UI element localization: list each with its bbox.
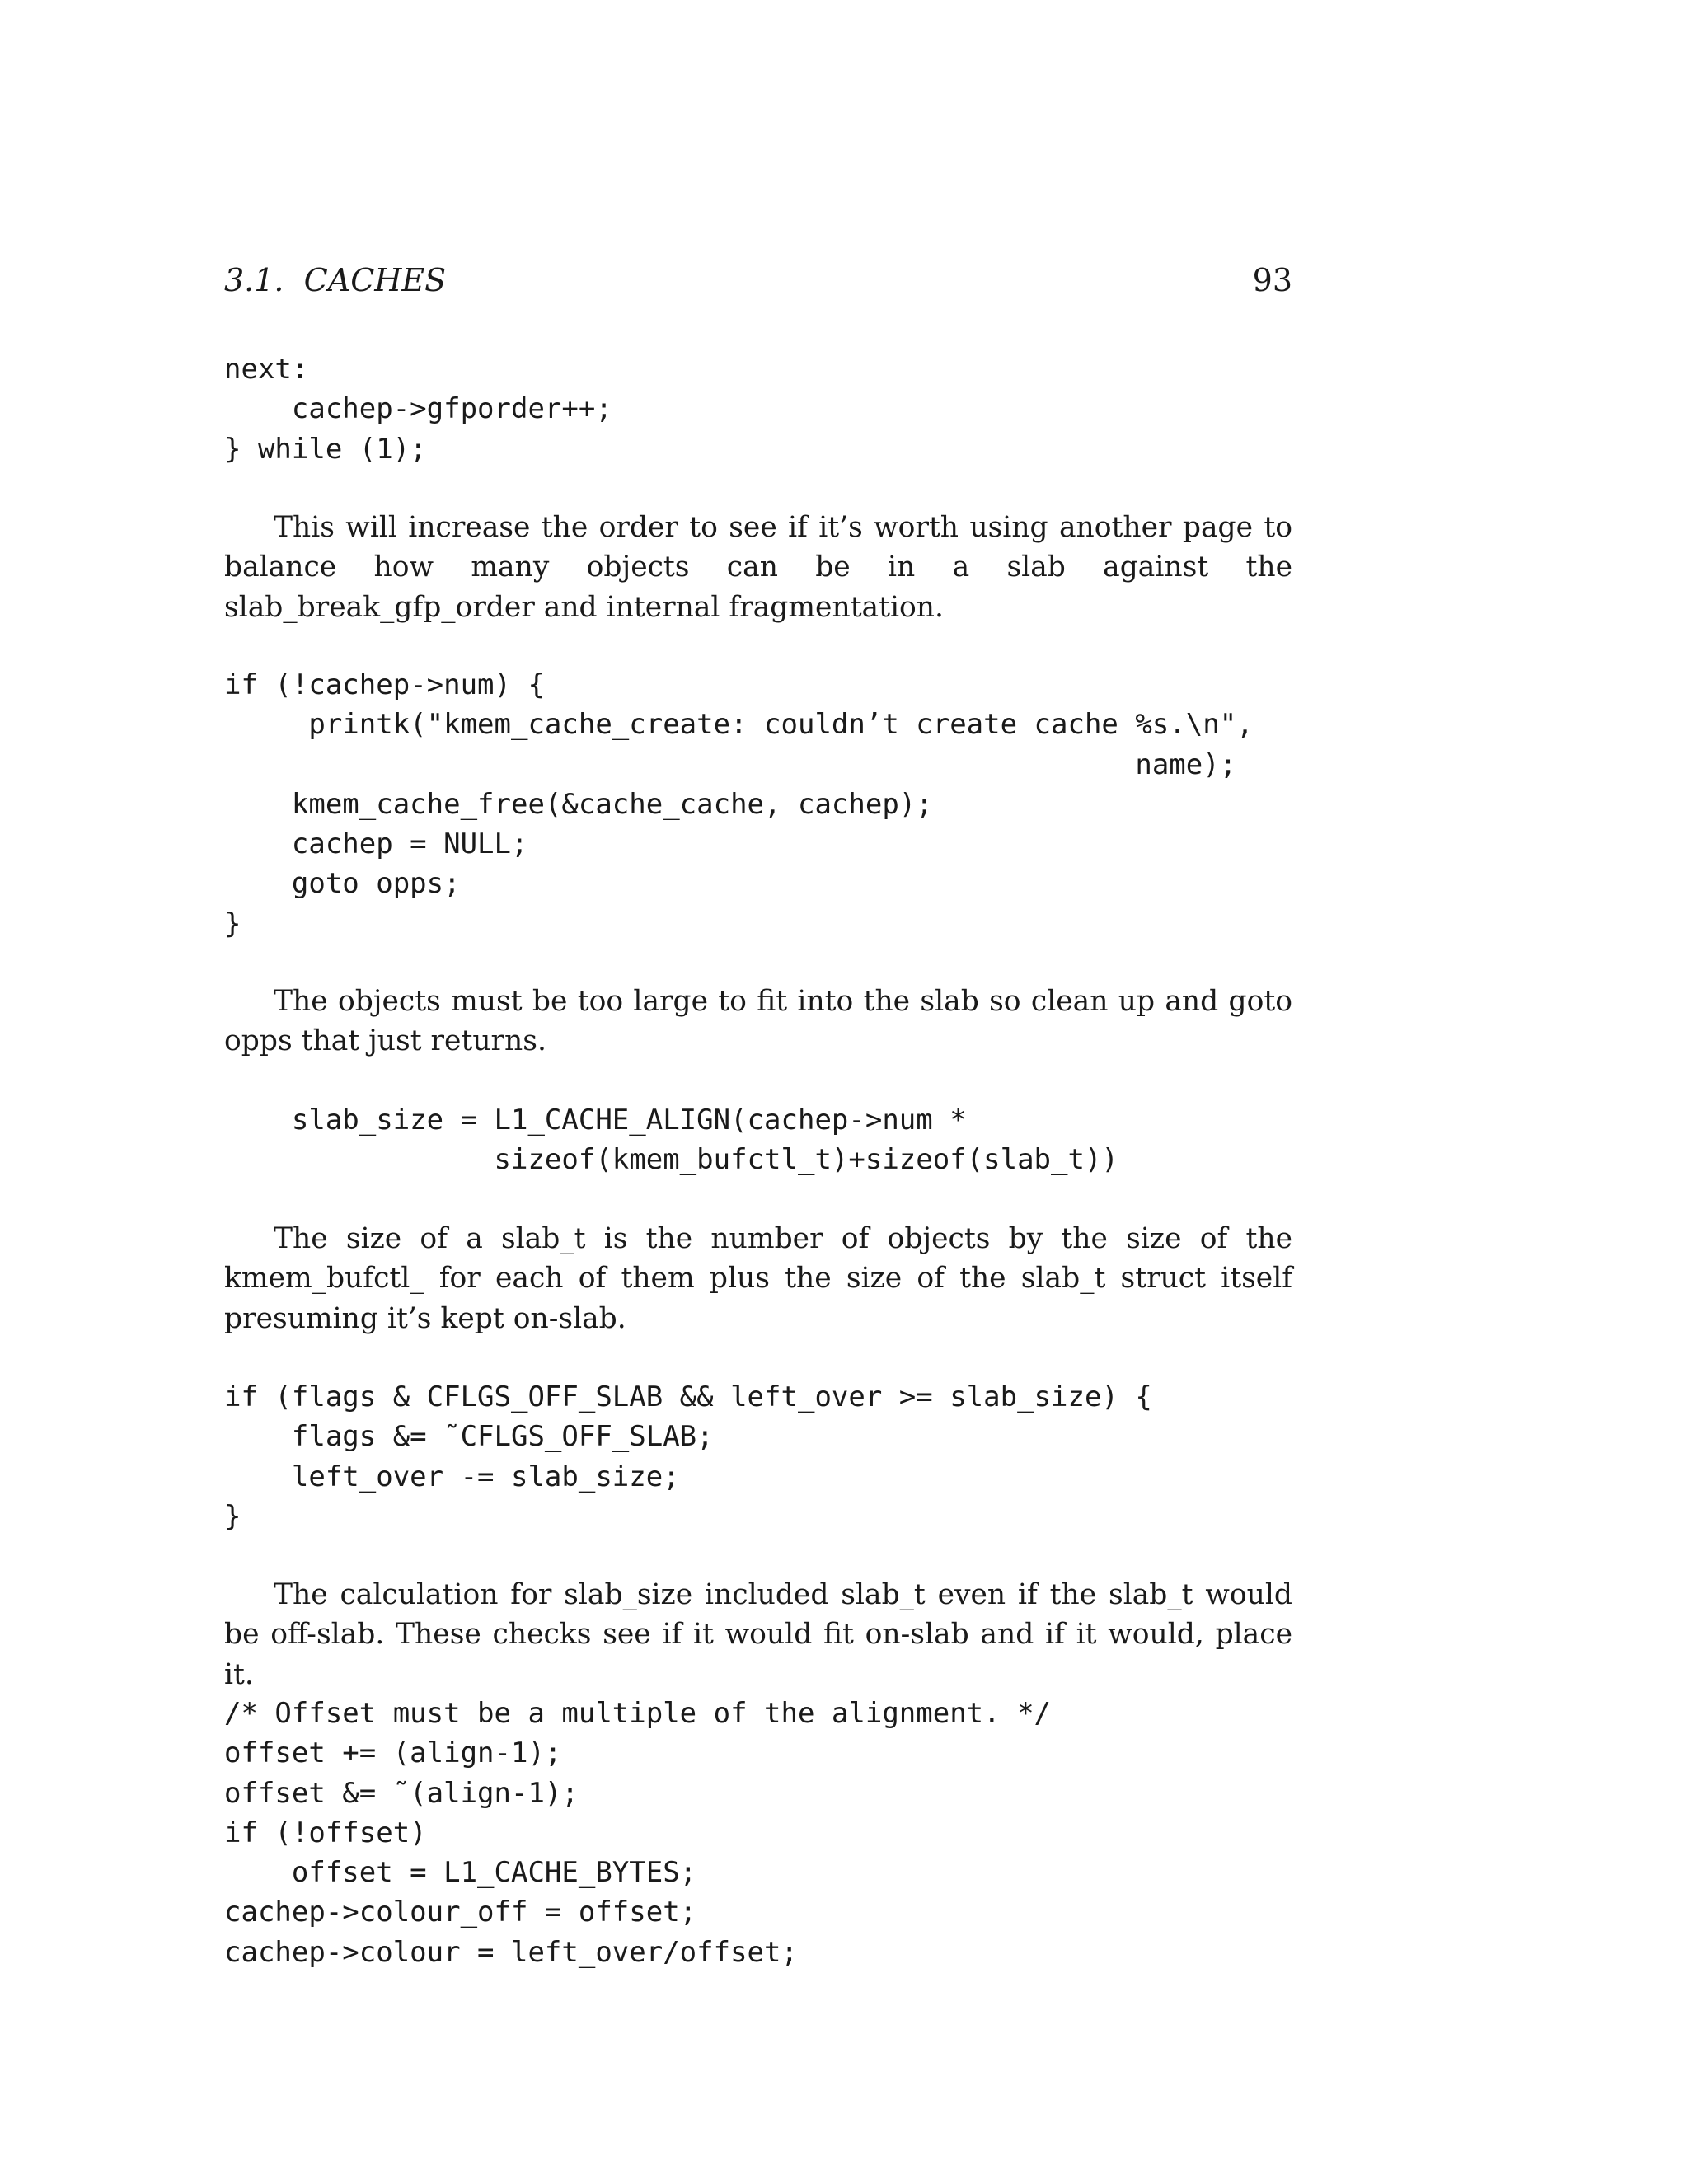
page-number: 93 bbox=[1252, 262, 1292, 298]
code-block-colour-offset: /* Offset must be a multiple of the alignment. */ offset += (align-1); offset &= ˜(align-1); if (!offset) offset = L1_CACHE_BYTES; cachep->colour_off = offset; cachep->colour = left_over/offset; bbox=[224, 1697, 1052, 1969]
section-title: 3.1. CACHES bbox=[224, 262, 447, 298]
paragraph-slab-t-size: The size of a slab_t is the number of objects by the size of the kmem_bufctl_ for each of them plus the size of the slab_t struct itself presuming it’s kept on-slab. bbox=[224, 1222, 1292, 1335]
code-block-slab-size: slab_size = L1_CACHE_ALIGN(cachep->num * sizeof(kmem_bufctl_t)+sizeof(slab_t)) bbox=[291, 1104, 1118, 1177]
code-block-off-slab-check: if (flags & CFLGS_OFF_SLAB && left_over >= slab_size) { flags &= ˜CFLGS_OFF_SLAB; left_over -= slab_size; } bbox=[224, 1380, 1152, 1533]
paragraph-slab-size-calculation: The calculation for slab_size included slab_t even if the slab_t would be off-slab. These checks see if it would fit on-slab and if it would, place it. bbox=[224, 1578, 1292, 1691]
paragraph-objects-too-large: The objects must be too large to fit into the slab so clean up and goto opps that just returns. bbox=[224, 985, 1292, 1058]
paragraph-order-increase: This will increase the order to see if it’s worth using another page to balance how many objects can be in a slab against the slab_break_gfp_order and internal fragmentation. bbox=[224, 511, 1292, 624]
code-block-gfporder-loop: next: cachep->gfporder++; } while (1); bbox=[224, 353, 612, 466]
code-block-num-check: if (!cachep->num) { printk("kmem_cache_create: couldn’t create cache %s.\n", name); kmem_cache_free(&cache_cache, cachep); cachep = NULL; goto opps; } bbox=[224, 668, 1254, 940]
